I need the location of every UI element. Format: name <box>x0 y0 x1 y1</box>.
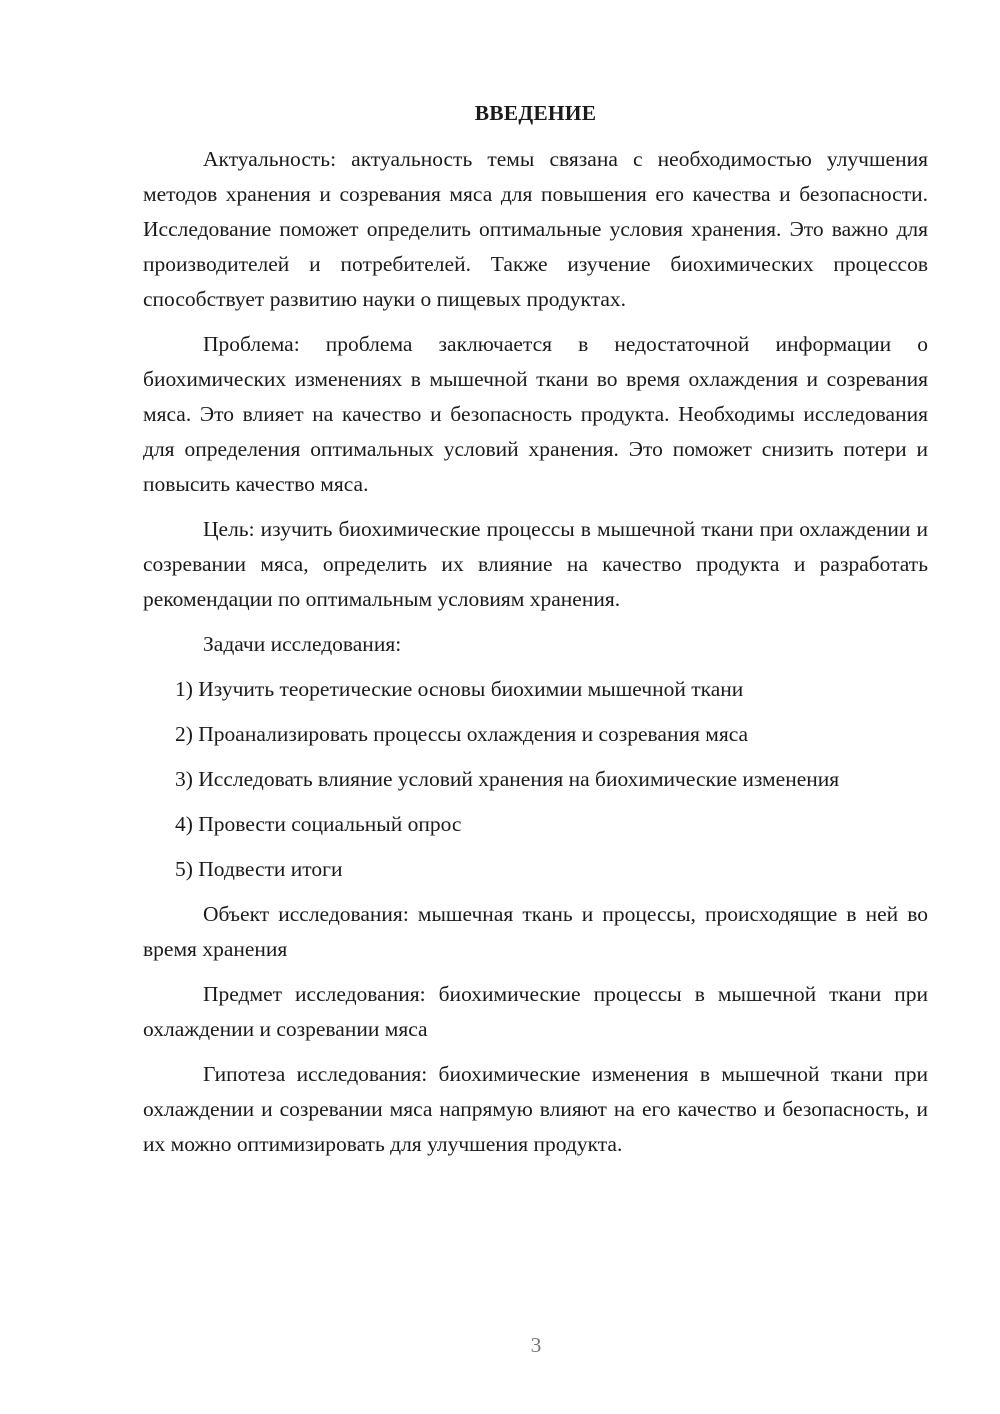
problem-paragraph: Проблема: проблема заключается в недостаточной информации о биохимических изменениях в мышечной ткани во время охлаждения и созревания мяса. Это влияет на качество и безопасность продукта. Необходимы исследования для определения оптимальных условий хранения. Это поможет снизить потери и повысить качество мяса. <box>143 332 928 496</box>
task-item-2: 2) Проанализировать процессы охлаждения и созревания мяса <box>175 722 749 746</box>
task-item-4: 4) Провести социальный опрос <box>175 812 462 836</box>
relevance-paragraph: Актуальность: актуальность темы связана с необходимостью улучшения методов хранения и созревания мяса для повышения его качества и безопасности. Исследование поможет определить оптимальные условия хранения. Это важно для производителей и потребителей. Также изучение биохимических процессов способствует развитию науки о пищевых продуктах. <box>143 147 928 311</box>
section-title: ВВЕДЕНИЕ <box>474 101 597 125</box>
page-number: 3 <box>530 1333 542 1357</box>
goal-paragraph: Цель: изучить биохимические процессы в мышечной ткани при охлаждении и созревании мяса, определить их влияние на качество продукта и разработать рекомендации по оптимальным условиям хранения. <box>143 517 928 611</box>
subject-paragraph: Предмет исследования: биохимические процессы в мышечной ткани при охлаждении и созревании мяса <box>143 982 928 1041</box>
object-paragraph: Объект исследования: мышечная ткань и процессы, происходящие в ней во время хранения <box>143 902 928 961</box>
task-item-5: 5) Подвести итоги <box>175 857 343 881</box>
tasks-heading: Задачи исследования: <box>203 632 402 656</box>
task-item-3: 3) Исследовать влияние условий хранения на биохимические изменения <box>175 767 840 791</box>
document-page <box>143 96 928 1172</box>
hypothesis-paragraph: Гипотеза исследования: биохимические изменения в мышечной ткани при охлаждении и созревании мяса напрямую влияют на его качество и безопасность, и их можно оптимизировать для улучшения продукта. <box>143 1062 928 1156</box>
task-item-1: 1) Изучить теоретические основы биохимии мышечной ткани <box>175 677 744 701</box>
